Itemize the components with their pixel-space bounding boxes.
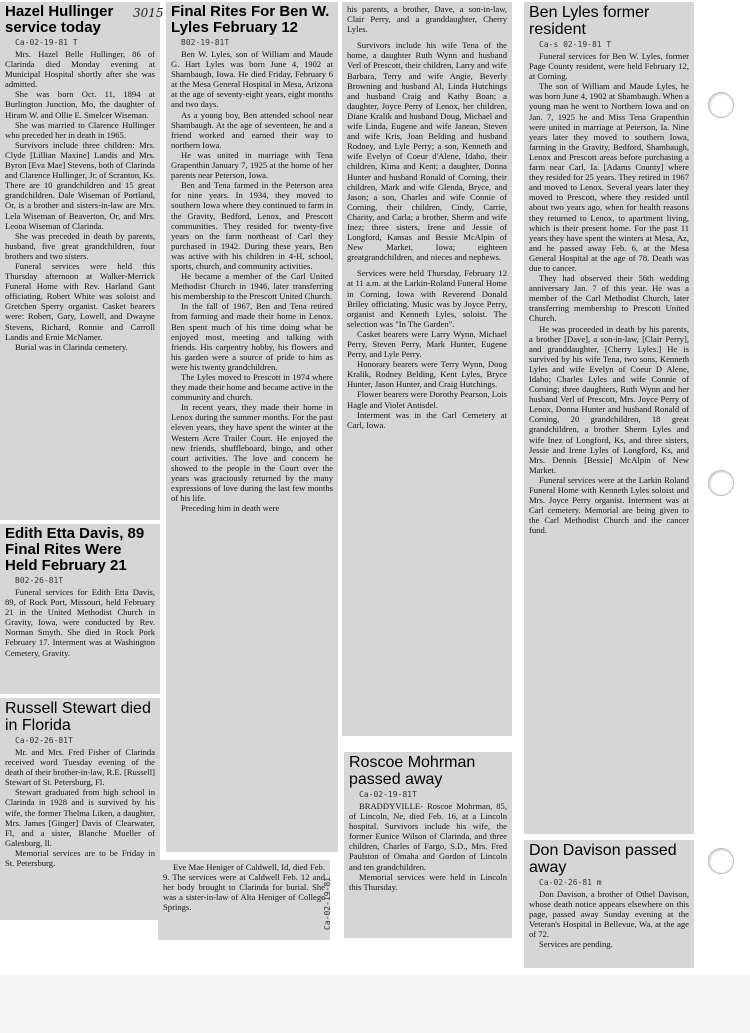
binder-hole: [708, 470, 734, 496]
paragraph: He was united in marriage with Tena Grapenthin January 7, 1925 at the home of her parents near Peterson, Iowa.: [171, 149, 333, 181]
paragraph: his parents, a brother, Dave, a son-in-law, Clair Perry, and a granddaughter, Cherry Lyles.: [347, 4, 507, 35]
paragraph: Interment was in the Carl Cemetery at Carl, Iowa.: [347, 409, 507, 430]
body-heniger: Eve Mae Heniger of Caldwell, Id, died Feb. 9. The services were at Caldwell Feb. 12 and her body brought to Clarinda for burial. She was a sister-in-law of Alta Heniger of College Springs.: [163, 862, 325, 913]
headline-stewart: Russell Stewart died in Florida: [5, 700, 151, 734]
date-stamp: Ca-02-26-81T: [15, 736, 73, 745]
paragraph: Casket bearers were Larry Wynn, Michael Perry, Steven Perry, Mark Hunter, Eugene Perry, and Lyle Perry.: [347, 328, 507, 360]
paragraph: Services are pending.: [539, 939, 613, 950]
paragraph: In the fall of 1967, Ben and Tena retired from farming and made their home in Lenox. Ben spent much of his time doing what he enjoyed most, meeting and talking with friends. His carpentry hobby, his flowers and his garden were a source of pride to him as were his twenty grandchildren.: [171, 301, 333, 372]
paragraph: Funeral services were at the Larkin Roland Funeral Home with Kenneth Lyles soloist and Mrs. Joyce Perry organist. Interment was at Carl cemetery. Memorial are being given to the Carl Methodist Church and the cancer fund.: [529, 474, 689, 536]
date-stamp: Ca-s 02-19-81 T: [539, 40, 612, 49]
paragraph: Flower bearers were Dorothy Pearson, Lois Hagle and Violet Antisdel.: [347, 389, 507, 410]
paragraph: Mrs. Hazel Belle Hullinger, 86 of Clarinda died Monday evening at Municipal Hospital shortly after she was admitted.: [5, 49, 155, 90]
body-davis: [5, 587, 155, 658]
obituary-hullinger: [0, 2, 160, 520]
obituary-stewart: [0, 698, 160, 920]
paragraph: Ben and Tena farmed in the Peterson area for nine years. In 1934, they moved to southern Iowa where they continued to farm in the Gravity, Bedford, Lenox, and Prescott communities. They resided for twenty-five years on the farm northeast of Carl they purchased in 1942. During these years, Ben was active with his children in 4-H, school, sports, church, and community activities.: [171, 180, 333, 271]
paragraph: Don Davison, a brother of Othel Davison, whose death notice appears elsewhere on this page, passed away Sunday evening at the Veteran's Hospital in Bellevue, Wa, at the age of 72.: [529, 889, 689, 940]
paragraph: She was married to Clarence Hullinger who preceded her in death in 1965.: [5, 119, 155, 140]
paragraph: As a young boy, Ben attended school near Shambaugh. At the age of seventeen, he and a friend worked and earned their way to northern Iowa.: [171, 109, 333, 150]
body-lyles-rites: [171, 49, 333, 513]
binder-hole: [708, 848, 734, 874]
paragraph: Burial was in Clarinda cemetery.: [15, 341, 128, 352]
paragraph: Preceding him in death were: [181, 503, 280, 514]
obituary-don-davison: [524, 840, 694, 968]
paragraph: He was proceeded in death by his parents, a brother [Dave], a son-in-law, [Clair Perry], and granddaughter, [Cherry Lyles.] He is survived by his wife Tena, two sons, Kenneth Lyles and wife Evelyn of Coeur D Alene, Idaho; Charles Lyles and wife Connie of Corning; three daughters, Ruth Wynn and her husband Verl of Prescott, Mrs. Joyce Perry of Lenox, Donna Hunter and husband Ronald of Corning, 20 grandchildren, 18 great grandchildren, a brother Sherm Lyles and wife Inez of Longford, Ks, and three sisters, Jessie and Irene Lyles of Longford, Ks, and Mrs. Dennis [Bessie] McAlpin of New Market.: [529, 323, 689, 475]
paragraph: Survivors include three children: Mrs. Clyde [Lillian Maxine] Landis and Mrs. Byron [Eva Mae] Stevens, both of Clarinda and Clarence Hullinger, Jr. of Scranton, Ks. There are 10 grandchildren and 15 great grandchildren. Dale Wiseman of Portland, Or, is a brother and sisters-in-law are Mrs. Lela Wiseman of Beaverton, Or, and Mrs. Leona Wiseman of Clarinda.: [5, 139, 156, 231]
paragraph: In recent years, they made their home in Lenox during the summer months. For the past eleven years, they have spent the winter at the Western Acre Trailer Court. He enjoyed the new friends, shuffleboard, bingo, and other court activities. The love and concern he showed to the people in the Court over the years was graciously returned by the many expressions of love during the last few months of his life.: [171, 402, 333, 504]
obituary-lyles-rites: [166, 2, 338, 852]
obituary-mohrman: [344, 752, 512, 938]
headline-mohrman: Roscoe Mohrman passed away: [349, 754, 476, 788]
date-stamp: Ca-02-19-81T: [359, 790, 417, 799]
paragraph: The son of William and Maude Lyles, he was born June 4, 1902 at Shambaugh. When a young man he went to Northern Iowa and on Jan. 7, 1925 he and Miss Tena Grapenthin were united in marriage at Peterson, Ia. Nine years later they moved to southern Iowa, farming in the Gravity, Bedford, Shambaugh, Lenox and Prescott areas before purchasing a farm near Carl, Ia. [Adams County] where they resided for 25 years. They retired in 1967 and moved to Lenox. Several years later they moved to Prescott, where they resided until about two years ago, when for health reasons they returned to Lenox, to apartment living, which is their present home. For the past 11 years they have spent the winters at Mesa, Az, and he passed away Feb. 6, at the Mesa General Hospital at the age of 78. Death was due to cancer.: [529, 81, 689, 273]
paragraph: They had observed their 56th wedding anniversary Jan. 7 of this year. He was a member of the Carl Methodist Church, later transferring membership to Prescott United Church.: [529, 273, 689, 324]
paragraph: She was born Oct. 11, 1894 at Burlington Junction, Mo, the daughter of Hiram W. and Ollie E. Smelcer Wiseman.: [5, 89, 155, 120]
date-stamp: Ca-02-19-81 T: [15, 38, 78, 47]
paragraph: Memorial services were held in Lincoln this Thursday.: [349, 871, 507, 892]
paragraph: He became a member of the Carl United Methodist Church in 1946, later transferring his membership to the Prescott United Church.: [171, 271, 333, 302]
paragraph: Ben W. Lyles, son of William and Maude G. Hart Lyles was born June 4, 1902 at Shambaugh, Iowa. He died Friday, February 6 at the Mesa General Hospital in Mesa, Arizona at the age of seventy-eight years, eight months and two days.: [171, 49, 333, 110]
body-mohrman: [349, 801, 507, 892]
date-stamp: B02-19-81T: [181, 38, 230, 47]
page-bottom-edge: [0, 975, 750, 1033]
obituary-heniger: [158, 860, 330, 940]
paragraph: Stewart graduated from high school in Clarinda in 1928 and is survived by his wife, the former Thelma Liken, a daughter, Mrs. James [Ginger] Davis of Clearwater, Fl, and a sister, Blanche Mueller of Galesburg, Il.: [5, 787, 155, 848]
headline-don-davison: Don Davison passed away: [529, 842, 677, 876]
handwritten-number: 3015: [133, 6, 164, 20]
paragraph: Honorary bearers were Terry Wynn, Doug Kralik, Rodney Belding, Kent Lyles, Bryce Hunter, Jason Hunter, and Craig Hutchings.: [347, 359, 507, 390]
headline-lyles-resident: Ben Lyles former resident: [529, 4, 650, 38]
headline-lyles-rites: Final Rites For Ben W. Lyles February 12: [171, 3, 330, 36]
paragraph: Memorial services are to be Friday in St. Petersburg.: [5, 847, 155, 869]
body-lyles-resident: [529, 51, 689, 536]
headline-hullinger: Hazel Hullinger service today: [5, 3, 114, 36]
date-stamp-vertical: Ca-02-19-81: [323, 877, 332, 930]
paragraph: Funeral services were held this Thursday afternoon at Walker-Merrick Funeral Home with Rev. Harland Gant officiating. Robert White was soloist and Gretchen Sperry organist. Casket bearers were: Robert, Gary, Lowell, and Dwayne Stevens, Richard, Ronnie and Carroll Landis and Ernie McNamer.: [5, 260, 155, 342]
date-stamp: Ca-02-26-81 m: [539, 878, 602, 887]
paragraph: Funeral services for Ben W. Lyles, former Page County resident, were held February 12, at Corning.: [529, 51, 689, 82]
body-stewart: [5, 747, 155, 868]
obituary-lyles-continued: [342, 2, 512, 736]
paragraph: Mr. and Mrs. Fred Fisher of Clarinda received word Tuesday evening of the death of their brother-in-law, R.E. [Russell] Stewart of St. Petersburg, Fl.: [5, 747, 155, 788]
paragraph: She was preceded in death by parents, husband, five great grandchildren, four brothers and two sisters.: [5, 230, 155, 261]
paragraph: Survivors include his wife Tena of the home, a daughter Ruth Wynn and husband Verl of Prescott, their children, Larry and wife Barbara, Terry and wife Angie, Beverly Browning and husband Al, Linda Hutchings and husband Craig and Kathy Boan; a daughter, Joyce Perry of Lenox, her children, Diane Kralik and husband Doug, Michael and wife Linda, Eugene and wife Janean, Steven and wife Kris, Joan Belding and husband Rodney, and Lyle Perry; a son, Kenneth and wife Evelyn of Coeur d'Alene, Idaho, their children, Kima and Kent; a daughter, Donna Hunter and husband Ronald of Corning, their children, Mark and wife Glenda, Bryce, and Jason; a son, Charles and wife Connie of Corning, their children, Cindy, Carrie, Charity, and Carla; a brother, Sherm and wife Inez; three sisters, Irene and Jessie of Longford, Kansas and Bessie McAlpin of New Market, Iowa; eighteen greatgrandchildren, and nieces and nephews.: [347, 40, 507, 263]
obituary-lyles-resident: [524, 2, 694, 834]
paragraph: BRADDYVILLE- Roscoe Mohrman, 85, of Lincoln, Ne, died Feb. 16, at a Lincoln hospital. Survivors include his wife, the former Eunice Wilson of Clarinda, and three children, Charles of Fargo, S.D., Mrs. Fred Paulston of Omaha and Gordon of Lincoln and ten grandchildren.: [349, 801, 507, 872]
paragraph: Services were held Thursday, February 12 at 11 a.m. at the Larkin-Roland Funeral Home in Corning, Iowa with Reverend Donald Briley officiating. Music was by Joyce Perry, organist and Kenneth Lyles, soloist. The selection was "In The Garden".: [347, 268, 507, 329]
headline-davis: Edith Etta Davis, 89 Final Rites Were Held February 21: [5, 525, 145, 574]
paragraph: Funeral services for Edith Etta Davis, 89, of Rock Port, Missouri, held February 21 in the United Methodist Church in Gravity, Iowa, were conducted by Rev. Norman Smyth. She died in Rock Pork February 17. Interment was at Washington Cemetery, Gravity.: [5, 587, 155, 658]
obituary-davis: [0, 524, 160, 694]
paragraph: The Lyles moved to Prescott in 1974 where they made their home and became active in the community and church.: [171, 372, 333, 403]
body-don-davison: [529, 889, 689, 950]
body-lyles-continued: [347, 4, 507, 430]
body-hullinger: [5, 49, 155, 352]
binder-hole: [708, 92, 734, 118]
date-stamp: B02-26-81T: [15, 576, 64, 585]
